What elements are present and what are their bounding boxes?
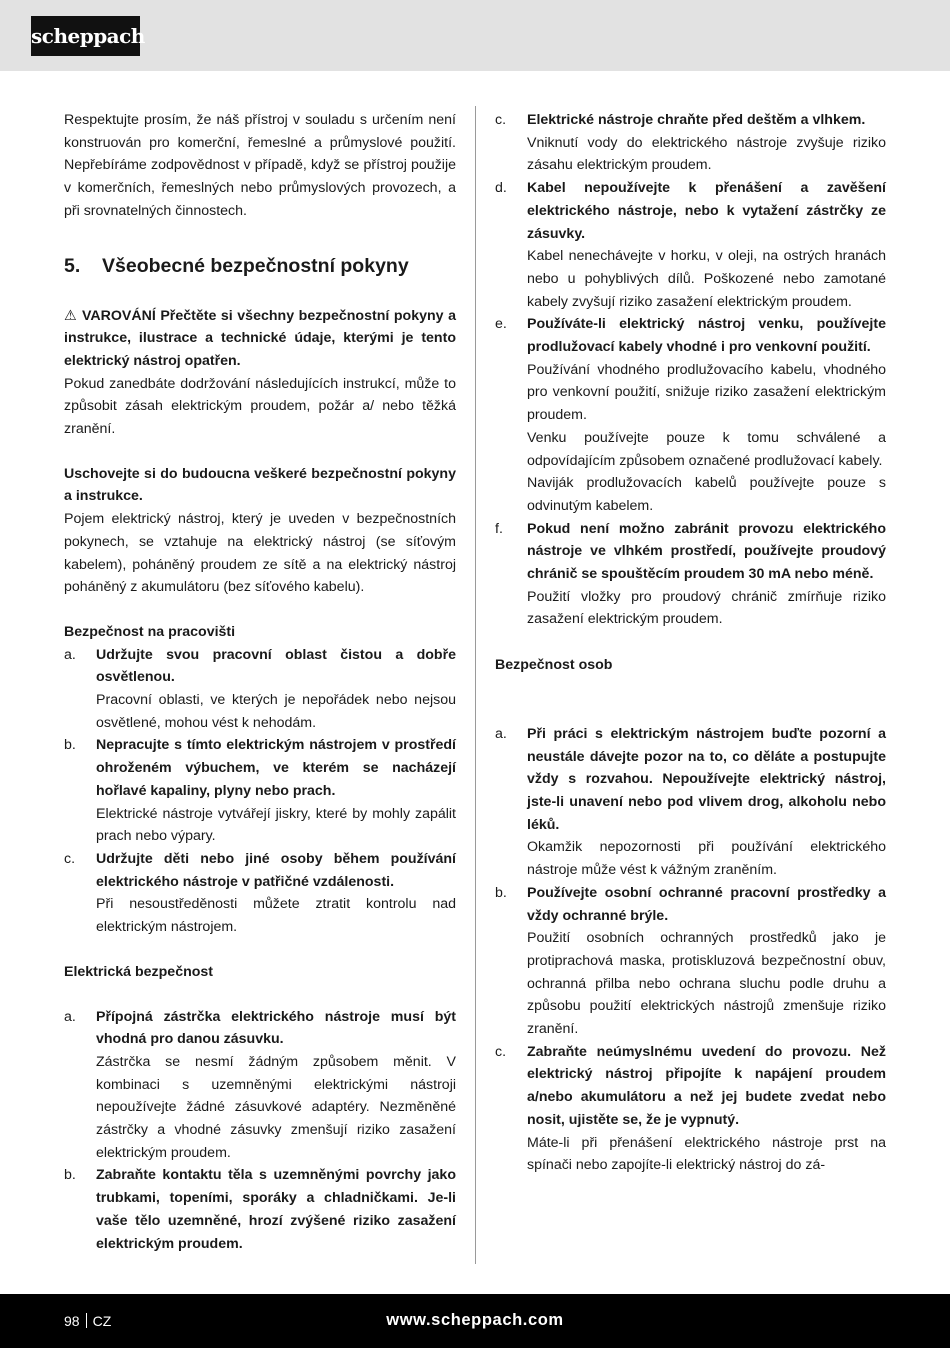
list-item-text: Venku používejte pouze k tomu schválené a odpovídajícím způsobem označené prodlužovací kabely.	[527, 429, 886, 469]
list-item	[495, 518, 886, 632]
website-link[interactable]: www.scheppach.com	[386, 1311, 564, 1329]
list-item-label: c.	[495, 1043, 507, 1060]
section-number: 5.	[64, 254, 81, 277]
list-item-label: a.	[495, 725, 507, 742]
page-header	[0, 0, 950, 71]
workplace-safety-heading: Bezpečnost na pracovišti	[64, 623, 236, 640]
list-item-bold: Elektrické nástroje chraňte před deštěm a vlhkem.	[527, 112, 866, 128]
list-item-bold: Nepracujte s tímto elektrickým nástrojem v prostředí ohroženém výbuchem, ve kterém se nacházejí hořlavé kapaliny, plyny nebo prach.	[96, 737, 456, 799]
list-item-bold: Používejte osobní ochranné pracovní prostředky a vždy ochranné brýle.	[527, 884, 886, 924]
list-item-label: c.	[495, 112, 507, 128]
list-item-text: Máte-li při přenášení elektrického nástroje prst na spínači nebo zapojíte-li elektrický nástroj do zá-	[527, 1134, 886, 1174]
list-item-text: Při nesoustředěnosti můžete ztratit kontrolu nad elektrickým nástrojem.	[96, 896, 456, 936]
electrical-safety-heading: Elektrická bezpečnost	[64, 963, 214, 980]
list-item-bold: Používáte-li elektrický nástroj venku, používejte prodlužovací kabely vhodné i pro venkovní použití.	[527, 316, 886, 356]
list-item	[495, 1041, 886, 1177]
list-item	[495, 313, 886, 517]
keep-instructions-text: Pojem elektrický nástroj, který je uveden v bezpečnostních pokynech, se vztahuje na elektrický nástroj (se síťovým kabelem), poháněný proudem ze sítě a na elektrický nástroj poháněný z akumulátoru (bez síťového kabelu).	[64, 511, 456, 596]
list-item	[495, 177, 886, 313]
scheppach-logo: scheppach	[31, 16, 140, 56]
intro-paragraph: Respektujte prosím, že náš přístroj v souladu s určením není konstruován pro komerční, řemeslné a průmyslové použití. Nepřebíráme zodpovědnost v případě, když se přístroj použije v komerčních, řemeslných nebo průmyslových provozech, a při srovnatelných činnostech.	[64, 112, 456, 219]
list-item-label: e.	[495, 316, 507, 333]
list-item-label: a.	[64, 1008, 76, 1025]
keep-instructions-heading: Uschovejte si do budoucna veškeré bezpečnostní pokyny a instrukce.	[64, 465, 456, 505]
list-item-text: Naviják prodlužovacích kabelů používejte pouze s odvinutým kabelem.	[527, 475, 886, 514]
list-item	[64, 1164, 456, 1255]
warning-triangle-icon: ⚠	[64, 307, 78, 324]
list-item-bold: Při práci s elektrickým nástrojem buďte pozorní a neustále dávejte pozor na to, co děláte a postupujte vždy s rozvahou. Nepoužívejte elektrický nástroj, jste-li unavení nebo pod vlivem drog, alkoholu nebo léků.	[527, 725, 886, 833]
list-item-text: Použití osobních ochranných prostředků jako je protiprachová maska, protiskluzová bezpečnostní obuv, ochranná přilba nebo ochrana sluchu podle druhu a způsobu použití elektrických nástrojů zmenšuje riziko zranění.	[527, 930, 886, 1038]
list-item	[495, 109, 886, 177]
list-item-label: b.	[495, 884, 507, 901]
list-item	[64, 734, 456, 848]
list-item	[495, 882, 886, 1041]
page-number-value: 98	[64, 1313, 80, 1329]
list-item-text: Vniknutí vody do elektrického nástroje zvyšuje riziko zásahu elektrickým proudem.	[527, 134, 886, 174]
list-item-bold: Zabraňte neúmyslnému uvedení do provozu. Než elektrický nástroj připojíte k napájení proudem a/nebo akumulátoru a než jej budete zvedat nebo nosit, ujistěte se, že je vypnutý.	[527, 1043, 886, 1128]
warning-paragraph	[64, 305, 456, 373]
page-footer	[0, 1294, 950, 1348]
list-item-label: b.	[64, 737, 76, 754]
warning-text: Pokud zanedbáte dodržování následujících instrukcí, může to způsobit zásah elektrickým proudem, požár a/ nebo těžká zranění.	[64, 375, 456, 438]
list-item-label: f.	[495, 520, 503, 537]
list-item-text: Zástrčka se nesmí žádným způsobem měnit. V kombinaci s uzemněnými elektrickými nástroji nepoužívejte žádné zásuvkové adaptéry. Nezměněné zástrčky a vhodné zásuvky zmenšují riziko zasažení elektrickým proudem.	[96, 1053, 456, 1161]
left-column	[64, 109, 456, 1255]
right-column	[495, 109, 886, 1177]
list-item-label: c.	[64, 850, 76, 867]
list-item	[495, 723, 886, 882]
list-item-bold: Udržujte děti nebo jiné osoby během používání elektrického nástroje v patřičné vzdálenosti.	[96, 850, 456, 890]
warning-bold-text: VAROVÁNÍ Přečtěte si všechny bezpečnostní pokyny a instrukce, ilustrace a technické údaje, kterými je tento elektrický nástroj opatřen.	[64, 307, 456, 369]
list-item-text: Používání vhodného prodlužovacího kabelu, vhodného pro venkovní použití, snižuje riziko zasažení elektrickým proudem.	[527, 361, 886, 424]
list-item-text: Použití vložky pro proudový chránič zmírňuje riziko zasažení elektrickým proudem.	[527, 588, 886, 628]
list-item-label: b.	[64, 1167, 76, 1184]
language-code: CZ	[92, 1313, 112, 1329]
column-divider	[475, 106, 476, 1264]
list-item	[64, 848, 456, 939]
list-item-bold: Kabel nepoužívejte k přenášení a zavěšení elektrického nástroje, nebo k vytažení zástrčky ze zásuvky.	[527, 180, 886, 242]
list-item-text: Elektrické nástroje vytvářejí jiskry, které by mohly zapálit prach nebo výpary.	[96, 805, 456, 845]
list-item-text: Pracovní oblasti, ve kterých je nepořádek nebo nejsou osvětlené, mohou vést k nehodám.	[96, 692, 456, 731]
list-item-bold: Pokud není možno zabránit provozu elektrického nástroje ve vlhkém prostředí, používejte proudový chránič se spouštěcím proudem 30 mA nebo méně.	[527, 520, 886, 583]
list-item-bold: Udržujte svou pracovní oblast čistou a dobře osvětlenou.	[96, 646, 456, 686]
personal-safety-heading: Bezpečnost osob	[495, 657, 613, 674]
list-item-text: Kabel nenechávejte v horku, v oleji, na ostrých hranách nebo u pohyblivých dílů. Poškozené nebo zamotané kabely zvyšují riziko zasažení elektrickým proudem.	[527, 248, 886, 310]
section-title: Všeobecné bezpečnostní pokyny	[102, 254, 409, 277]
list-item	[64, 644, 456, 735]
list-item-label: d.	[495, 180, 507, 197]
list-item-bold: Přípojná zástrčka elektrického nástroje musí být vhodná pro danou zásuvku.	[96, 1008, 456, 1048]
list-item	[64, 1006, 456, 1165]
list-item-label: a.	[64, 646, 76, 663]
list-item-text: Okamžik nepozornosti při používání elektrického nástroje může vést k vážným zraněním.	[527, 839, 886, 879]
section-heading	[64, 253, 456, 279]
list-item-bold: Zabraňte kontaktu těla s uzemněnými povrchy jako trubkami, topeními, sporáky a chladničkami. Je-li vaše tělo uzemněné, hrozí zvýšené riziko zasažení elektrickým proudem.	[96, 1167, 456, 1252]
